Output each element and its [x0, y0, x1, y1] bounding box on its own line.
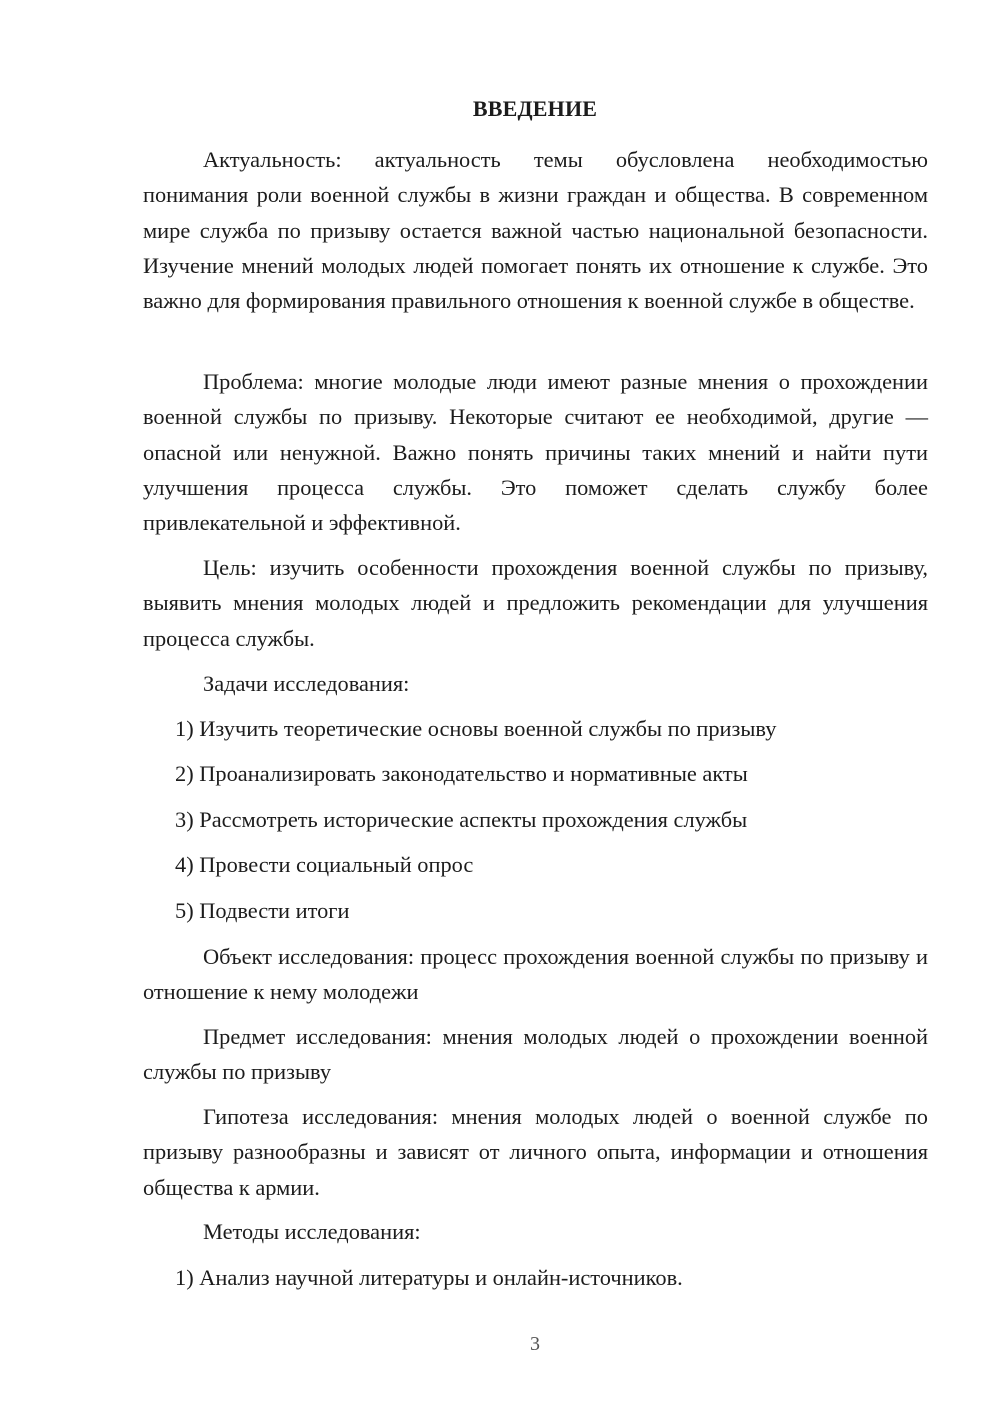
- methods-heading: Методы исследования:: [203, 1219, 421, 1244]
- list-item: 3) Рассмотреть исторические аспекты прохождения службы: [175, 807, 748, 832]
- list-item: 4) Провести социальный опрос: [175, 852, 474, 877]
- problem-paragraph: Проблема: многие молодые люди имеют разные мнения о прохождении военной службы по призыву. Некоторые считают ее необходимой, другие — опасной или ненужной. Важно понять причины таких мнений и найти пути улучшения процесса службы. Это поможет сделать службу более привлекательной и эффективной.: [143, 369, 928, 536]
- page-title: ВВЕДЕНИЕ: [472, 96, 598, 121]
- goal-paragraph: Цель: изучить особенности прохождения военной службы по призыву, выявить мнения молодых людей и предложить рекомендации для улучшения процесса службы.: [143, 555, 928, 651]
- object-paragraph: Объект исследования: процесс прохождения военной службы по призыву и отношение к нему молодежи: [143, 944, 928, 1005]
- list-item: 1) Анализ научной литературы и онлайн-источников.: [175, 1265, 683, 1290]
- list-item: 5) Подвести итоги: [175, 898, 350, 923]
- tasks-heading: Задачи исследования:: [203, 671, 410, 696]
- relevance-paragraph: Актуальность: актуальность темы обусловлена необходимостью понимания роли военной службы в жизни граждан и общества. В современном мире служба по призыву остается важной частью национальной безопасности. Изучение мнений молодых людей помогает понять их отношение к службе. Это важно для формирования правильного отношения к военной службе в обществе.: [143, 147, 928, 314]
- subject-paragraph: Предмет исследования: мнения молодых людей о прохождении военной службы по призыву: [143, 1024, 928, 1085]
- list-item: 1) Изучить теоретические основы военной службы по призыву: [175, 716, 777, 741]
- page-number: 3: [530, 1333, 540, 1355]
- hypothesis-paragraph: Гипотеза исследования: мнения молодых людей о военной службе по призыву разнообразны и зависят от личного опыта, информации и отношения общества к армии.: [143, 1104, 928, 1200]
- list-item: 2) Проанализировать законодательство и нормативные акты: [175, 761, 748, 786]
